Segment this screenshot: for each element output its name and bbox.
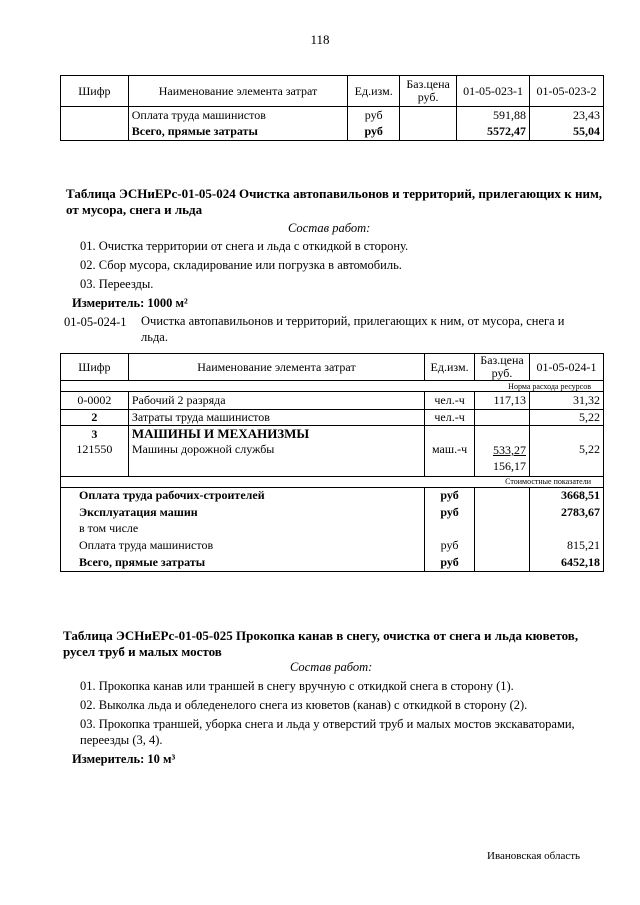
price-machinist: 156,17 — [493, 459, 527, 473]
table-row — [61, 410, 604, 426]
table-title-024: Таблица ЭСНиЕРс-01-05-024 Очистка автопавильонов и территорий, прилегающих к ним, от мусора, снега и льда — [66, 186, 603, 217]
measure-unit: Измеритель: 10 м³ — [72, 752, 176, 766]
table-row — [61, 426, 604, 443]
cell-name: Затраты труда машинистов — [128, 410, 424, 426]
cell-price — [475, 442, 530, 476]
cell-unit: руб — [425, 554, 475, 571]
table-row — [61, 504, 604, 521]
cell-name: Эксплуатация машин — [61, 504, 425, 521]
cell-name: МАШИНЫ И МЕХАНИЗМЫ — [128, 426, 424, 443]
page-number: 118 — [310, 32, 330, 47]
table-title-025-line1: Таблица ЭСНиЕРс-01-05-025 Прокопка канав в снегу, очистка от снега и льда кюветов, — [63, 628, 579, 643]
cell-unit: руб — [348, 124, 400, 141]
cell-unit — [425, 426, 475, 443]
cell-code: 3 — [61, 426, 129, 443]
cell-price — [475, 426, 530, 443]
cell-value — [530, 426, 604, 443]
cell-value: 2783,67 — [530, 504, 604, 521]
cell-value: 3668,51 — [530, 487, 604, 504]
cell-value: 5,22 — [530, 410, 604, 426]
cell-name: Рабочий 2 разряда — [128, 392, 424, 410]
cell-unit: чел.-ч — [425, 410, 475, 426]
table-row — [61, 554, 604, 571]
works-heading: Состав работ: — [290, 660, 373, 674]
cell-code — [61, 107, 129, 124]
cost-table-023 — [60, 75, 604, 141]
table-row — [61, 521, 604, 536]
table-row — [61, 536, 604, 554]
cell-name: Всего, прямые затраты — [128, 124, 348, 141]
cell-code: 121550 — [61, 442, 129, 476]
work-item-continuation: переезды (3, 4). — [80, 733, 163, 747]
table-row — [61, 442, 604, 476]
cell-price — [400, 107, 457, 124]
cell-price: 117,13 — [475, 392, 530, 410]
table-row — [61, 392, 604, 410]
cell-name: Оплата труда машинистов — [61, 536, 425, 554]
norm-section-label: Норма расхода ресурсов — [61, 381, 604, 392]
cost-table-024 — [60, 353, 604, 572]
price-base: 533,27 — [493, 443, 527, 457]
cell-name: в том числе — [61, 521, 425, 536]
table-title-025-line2: русел труб и малых мостов — [63, 644, 222, 659]
header-unit: Ед.изм. — [425, 354, 475, 381]
cell-name: Всего, прямые затраты — [61, 554, 425, 571]
cost-section-label: Стоимостные показатели — [61, 476, 604, 487]
cell-value: 591,88 — [457, 107, 530, 124]
cell-unit: руб — [425, 487, 475, 504]
header-col1: 01-05-024-1 — [530, 354, 604, 381]
header-code: Шифр — [61, 354, 129, 381]
cell-value: 5,22 — [530, 442, 604, 476]
measure-unit: Измеритель: 1000 м² — [72, 296, 188, 310]
cell-unit: чел.-ч — [425, 392, 475, 410]
header-name: Наименование элемента затрат — [128, 76, 348, 107]
work-item: 03. Прокопка траншей, уборка снега и льда у отверстий труб и малых мостов экскаваторами, — [80, 717, 575, 731]
work-item: 01. Прокопка канав или траншей в снегу вручную с откидкой снега в сторону (1). — [80, 679, 514, 693]
header-unit: Ед.изм. — [348, 76, 400, 107]
cell-code: 2 — [61, 410, 129, 426]
work-item: 03. Переезды. — [80, 277, 154, 291]
cell-name: Оплата труда машинистов — [128, 107, 348, 124]
work-item: 02. Сбор мусора, складирование или погрузка в автомобиль. — [80, 258, 402, 272]
cell-value: 55,04 — [530, 124, 604, 141]
cell-value: 31,32 — [530, 392, 604, 410]
header-price: Баз.цена руб. — [400, 76, 457, 107]
header-code: Шифр — [61, 76, 129, 107]
table-row — [61, 107, 604, 124]
item-text: Очистка автопавильонов и территорий, прилегающих к ним, от мусора, снега и льда. — [141, 314, 565, 344]
header-name: Наименование элемента затрат — [128, 354, 424, 381]
cell-name: Машины дорожной службы — [128, 442, 424, 476]
cell-code — [61, 124, 129, 141]
item-code: 01-05-024-1 — [64, 315, 127, 329]
cell-price — [400, 124, 457, 141]
header-col2: 01-05-023-2 — [530, 76, 604, 107]
cell-unit: руб — [425, 504, 475, 521]
header-col1: 01-05-023-1 — [457, 76, 530, 107]
cell-value: 5572,47 — [457, 124, 530, 141]
table-row — [61, 487, 604, 504]
works-heading: Состав работ: — [288, 221, 371, 235]
work-item: 01. Очистка территории от снега и льда с откидкой в сторону. — [80, 239, 409, 253]
cell-unit: маш.-ч — [425, 442, 475, 476]
cell-value: 6452,18 — [530, 554, 604, 571]
cell-price — [475, 410, 530, 426]
work-item: 02. Выколка льда и обледенелого снега из кюветов (канав) с откидкой в сторону (2). — [80, 698, 528, 712]
cell-value: 23,43 — [530, 107, 604, 124]
region-footer: Ивановская область — [487, 850, 581, 862]
table-row — [61, 124, 604, 141]
cell-value: 815,21 — [530, 536, 604, 554]
cell-unit: руб — [425, 536, 475, 554]
cell-name: Оплата труда рабочих-строителей — [61, 487, 425, 504]
header-price: Баз.цена руб. — [475, 354, 530, 381]
cell-code: 0-0002 — [61, 392, 129, 410]
cell-unit: руб — [348, 107, 400, 124]
